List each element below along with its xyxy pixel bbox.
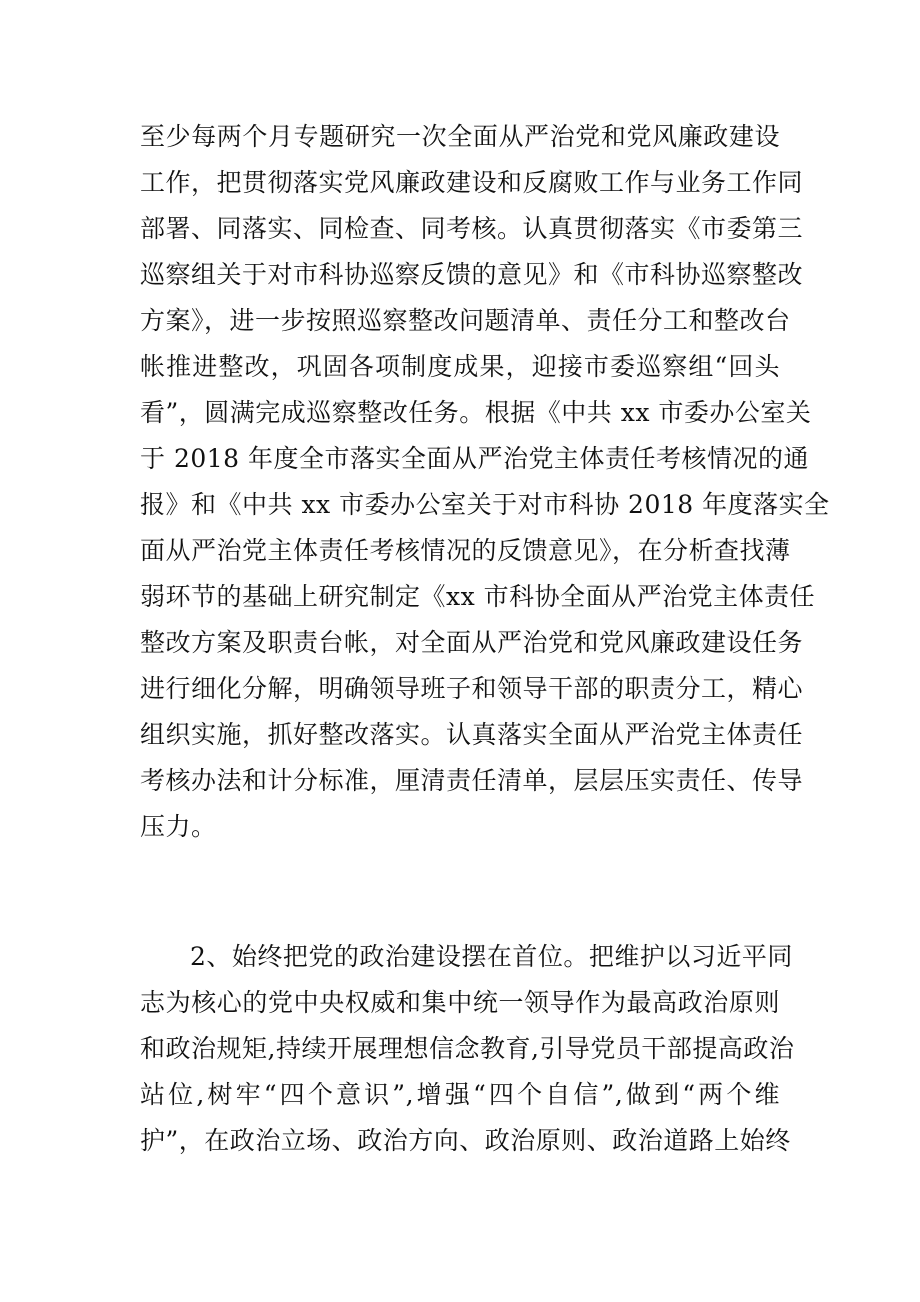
paragraph-2-line-5: 护”，在政治立场、政治方向、政治原则、政治道路上始终 bbox=[140, 1126, 791, 1155]
paragraph-1-line-9: 报》和《中共 xx 市委办公室关于对市科协 2018 年度落实全 bbox=[140, 490, 830, 519]
paragraph-1-line-10: 面从严治党主体责任考核情况的反馈意见》，在分析查找薄 bbox=[140, 536, 791, 565]
paragraph-1-line-3: 部署、同落实、同检查、同考核。认真贯彻落实《市委第三 bbox=[140, 214, 804, 243]
paragraph-1-line-14: 组织实施，抓好整改落实。认真落实全面从严治党主体责任 bbox=[140, 720, 804, 749]
paragraph-1-line-2: 工作，把贯彻落实党风廉政建设和反腐败工作与业务工作同 bbox=[140, 168, 804, 197]
paragraph-1-line-13: 进行细化分解，明确领导班子和领导干部的职责分工，精心 bbox=[140, 674, 804, 703]
paragraph-1-line-1: 至少每两个月专题研究一次全面从严治党和党风廉政建设 bbox=[140, 122, 780, 151]
paragraph-1-line-8: 于 2018 年度全市落实全面从严治党主体责任考核情况的通 bbox=[140, 444, 810, 473]
paragraph-1-line-6: 帐推进整改，巩固各项制度成果，迎接市委巡察组“回头 bbox=[140, 352, 780, 381]
paragraph-1-line-5: 方案》，进一步按照巡察整改问题清单、责任分工和整改台 bbox=[140, 306, 791, 335]
paragraph-2-line-3: 和政治规矩,持续开展理想信念教育,引导党员干部提高政治 bbox=[140, 1034, 795, 1063]
paragraph-1-line-11: 弱环节的基础上研究制定《xx 市科协全面从严治党主体责任 bbox=[140, 582, 816, 611]
paragraph-1-line-16: 压力。 bbox=[140, 812, 217, 841]
paragraph-1-line-15: 考核办法和计分标准，厘清责任清单，层层压实责任、传导 bbox=[140, 766, 804, 795]
paragraph-2-line-2: 志为核心的党中央权威和集中统一领导作为最高政治原则 bbox=[140, 988, 780, 1017]
paragraph-2-line-1: 2、始终把党的政治建设摆在首位。把维护以习近平同 bbox=[190, 942, 793, 971]
paragraph-1-line-12: 整改方案及职责台帐，对全面从严治党和党风廉政建设任务 bbox=[140, 628, 804, 657]
paragraph-1-line-4: 巡察组关于对市科协巡察反馈的意见》和《市科协巡察整改 bbox=[140, 260, 804, 289]
paragraph-2-line-4: 站位,树牢“四个意识”,增强“四个自信”,做到“两个维 bbox=[140, 1080, 780, 1109]
paragraph-1-line-7: 看”，圆满完成巡察整改任务。根据《中共 xx 市委办公室关 bbox=[140, 398, 812, 427]
